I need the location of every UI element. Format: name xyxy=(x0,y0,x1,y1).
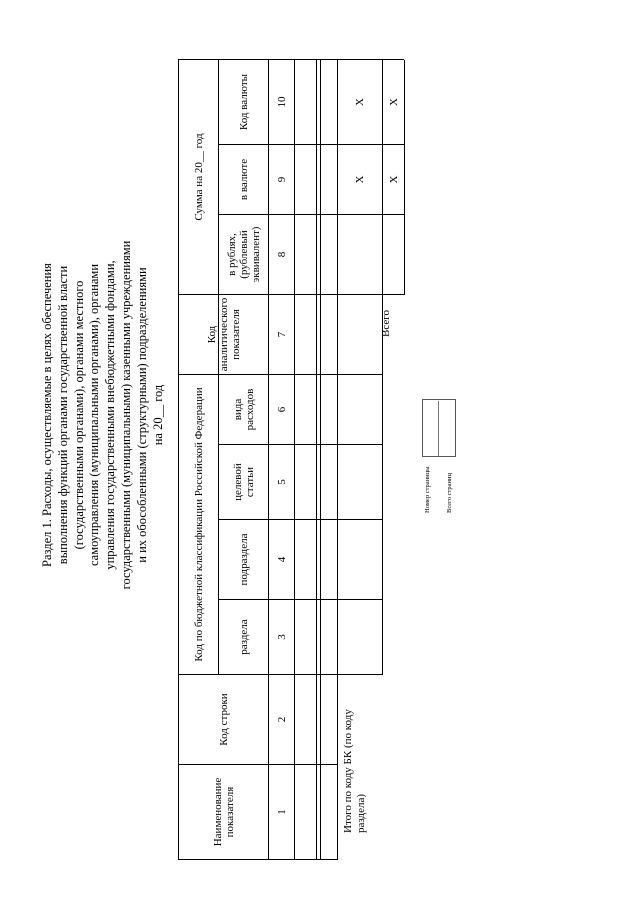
x-mark: X xyxy=(354,98,366,106)
grid-line xyxy=(178,859,337,860)
header-vid: вида расходов xyxy=(231,388,256,431)
grid-line xyxy=(404,60,405,295)
column-number: 6 xyxy=(275,406,288,413)
x-mark: X xyxy=(387,98,400,106)
header-currency-code: Код валюты xyxy=(237,73,250,131)
title-line: Раздел 1. Расходы, осуществляемые в целях обеспечения xyxy=(40,263,54,567)
title-line: государственными (муниципальными) казенными учреждениями xyxy=(118,240,133,590)
title-line: (государственными органами), органами местного xyxy=(71,280,86,550)
x-mark: X xyxy=(387,175,400,184)
grid-line xyxy=(316,60,317,860)
column-number: 1 xyxy=(275,809,288,815)
grid-line xyxy=(320,60,321,860)
section-title xyxy=(40,95,166,735)
header-celevoy: целевой статьи xyxy=(231,463,256,501)
grid-line xyxy=(294,60,295,860)
column-number: 8 xyxy=(275,251,288,258)
title-line: выполнения функций органами государственной власти xyxy=(55,265,70,565)
header-razdel: раздела xyxy=(237,619,250,655)
column-number: 7 xyxy=(275,331,288,338)
title-line: на 20__ год xyxy=(150,384,165,446)
column-number: 10 xyxy=(275,96,288,108)
page-number-label: Номер страницы xyxy=(424,466,431,513)
header-podrazdel: подраздела xyxy=(237,533,250,586)
header-row-code: Код строки xyxy=(217,693,230,746)
column-number: 5 xyxy=(275,479,288,485)
pages-total-label: Всего страниц xyxy=(446,473,453,513)
column-number: 2 xyxy=(275,716,288,723)
header-name: Наименование показателя xyxy=(211,777,236,847)
header-rub: в рублях, (рублевый эквивалент) xyxy=(225,226,262,283)
title-line: и их обособленными (структурными) подразделениями xyxy=(134,267,149,563)
column-number: 9 xyxy=(275,176,288,183)
header-sum-group: Сумма на 20__ год xyxy=(192,133,205,221)
page-number-box xyxy=(422,399,456,457)
title-line: самоуправления (муниципальными органами), органами xyxy=(87,263,102,567)
x-mark: X xyxy=(354,175,366,184)
itogo-label: Итого по коду БК (по коду раздела) xyxy=(342,709,367,833)
header-currency: в валюте xyxy=(237,158,250,201)
column-number: 3 xyxy=(275,634,288,640)
vsego-label: Всего xyxy=(380,310,392,337)
page-box-divider xyxy=(438,401,439,456)
title-line: управления государственными внебюджетными фондами, xyxy=(103,260,118,570)
header-analytic: Код аналитического показателя xyxy=(205,297,242,372)
header-bk-group: Код по бюджетной классификации Российской Федерации xyxy=(192,387,205,662)
column-number: 4 xyxy=(275,556,288,563)
